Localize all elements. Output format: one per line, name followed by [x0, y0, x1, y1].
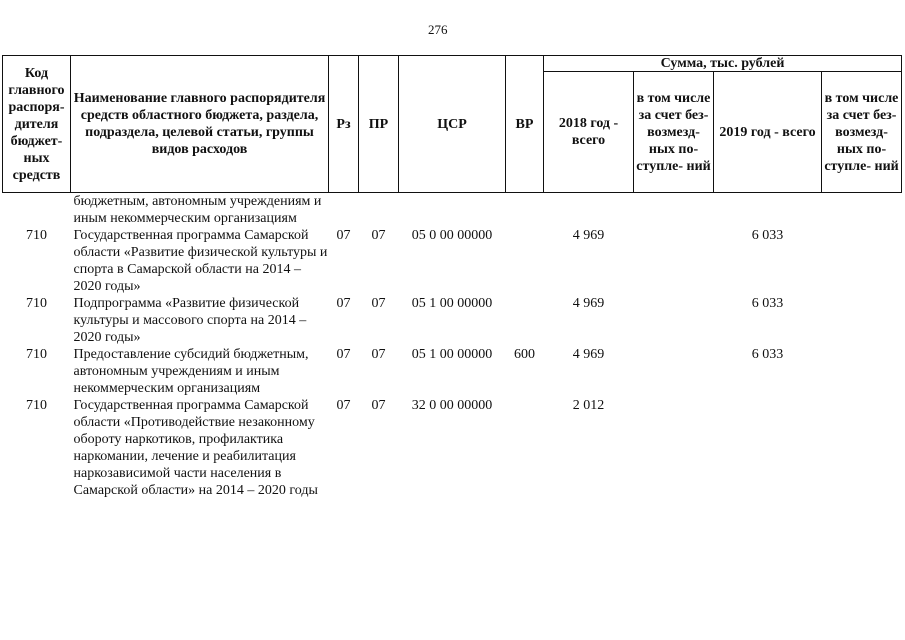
row-vr	[506, 227, 544, 295]
row-vr: 600	[514, 347, 535, 362]
row-2019-total: 6 033	[751, 347, 784, 362]
row-2018-total	[544, 193, 634, 228]
table-row	[3, 397, 902, 499]
row-pr: 07	[371, 228, 386, 243]
header-rz: Рз	[329, 56, 359, 193]
table-row	[3, 346, 902, 397]
row-2018-free	[634, 227, 714, 295]
header-sum-group: Сумма, тыс. рублей	[544, 56, 902, 72]
row-csr: 32 0 00 00000	[411, 398, 493, 413]
row-csr: 05 0 00 00000	[411, 228, 493, 243]
row-code: 710	[26, 347, 47, 362]
row-pr	[359, 193, 399, 228]
table-row	[3, 295, 902, 346]
row-pr: 07	[371, 296, 386, 311]
row-name: бюджетным, автономным учреждениям и иным некоммерческим организациям	[73, 194, 322, 226]
row-csr: 05 1 00 00000	[411, 347, 493, 362]
header-csr: ЦСР	[399, 56, 506, 193]
row-2018-total: 4 969	[572, 228, 605, 243]
row-2019-free	[822, 193, 902, 228]
row-vr	[506, 193, 544, 228]
row-2019-total: 6 033	[751, 296, 784, 311]
row-2019-total: 6 033	[751, 228, 784, 243]
row-2018-total: 2 012	[572, 398, 605, 413]
row-2018-free	[634, 193, 714, 228]
row-2018-total: 4 969	[572, 347, 605, 362]
table-row	[3, 193, 902, 228]
header-vr: ВР	[506, 56, 544, 193]
row-name: Подпрограмма «Развитие физической культуры и массового спорта на 2014 – 2020 годы»	[73, 296, 307, 345]
row-2018-free	[634, 346, 714, 397]
row-2019-free	[822, 346, 902, 397]
row-rz: 07	[336, 347, 351, 362]
table-row	[3, 227, 902, 295]
row-vr	[506, 295, 544, 346]
header-pr: ПР	[359, 56, 399, 193]
row-2019-free	[822, 295, 902, 346]
row-pr: 07	[371, 398, 386, 413]
header-2019-free: в том числе за счет без- возмезд- ных по- ступле- ний	[822, 72, 902, 193]
row-2019-total	[714, 193, 822, 228]
row-code: 710	[26, 296, 47, 311]
row-2018-total: 4 969	[572, 296, 605, 311]
row-rz	[329, 193, 359, 228]
header-2019-total: 2019 год - всего	[714, 72, 822, 193]
row-name: Государственная программа Самарской области «Противодействие незаконному обороту наркотиков, профилактика наркомании, лечение и реабилитация наркозависимой части населения в Самарской области» на 2014 – 2020 годы	[73, 398, 318, 498]
row-pr: 07	[371, 347, 386, 362]
row-rz: 07	[336, 228, 351, 243]
row-rz: 07	[336, 296, 351, 311]
row-code: 710	[26, 228, 47, 243]
header-name: Наименование главного распорядителя средств областного бюджета, раздела, подраздела, целевой статьи, группы видов расходов	[71, 56, 329, 193]
budget-table	[2, 55, 902, 499]
row-code	[3, 193, 71, 228]
row-vr	[506, 397, 544, 499]
row-name: Государственная программа Самарской области «Развитие физической культуры и спорта в Самарской области на 2014 – 2020 годы»	[73, 228, 328, 294]
header-code: Код главного распоря- дителя бюджет- ных средств	[3, 56, 71, 193]
row-name: Предоставление субсидий бюджетным, автономным учреждениям и иным некоммерческим организациям	[73, 347, 309, 396]
row-csr	[399, 193, 506, 228]
table-body	[3, 193, 902, 500]
row-2018-free	[634, 397, 714, 499]
table-header	[3, 56, 902, 193]
row-code: 710	[26, 398, 47, 413]
row-2019-free	[822, 227, 902, 295]
row-rz: 07	[336, 398, 351, 413]
row-csr: 05 1 00 00000	[411, 296, 493, 311]
header-2018-free: в том числе за счет без- возмезд- ных по- ступле- ний	[634, 72, 714, 193]
header-2018-total: 2018 год - всего	[544, 72, 634, 193]
row-2019-free	[822, 397, 902, 499]
row-2018-free	[634, 295, 714, 346]
row-2019-total	[714, 397, 822, 499]
page-number: 276	[428, 22, 448, 37]
